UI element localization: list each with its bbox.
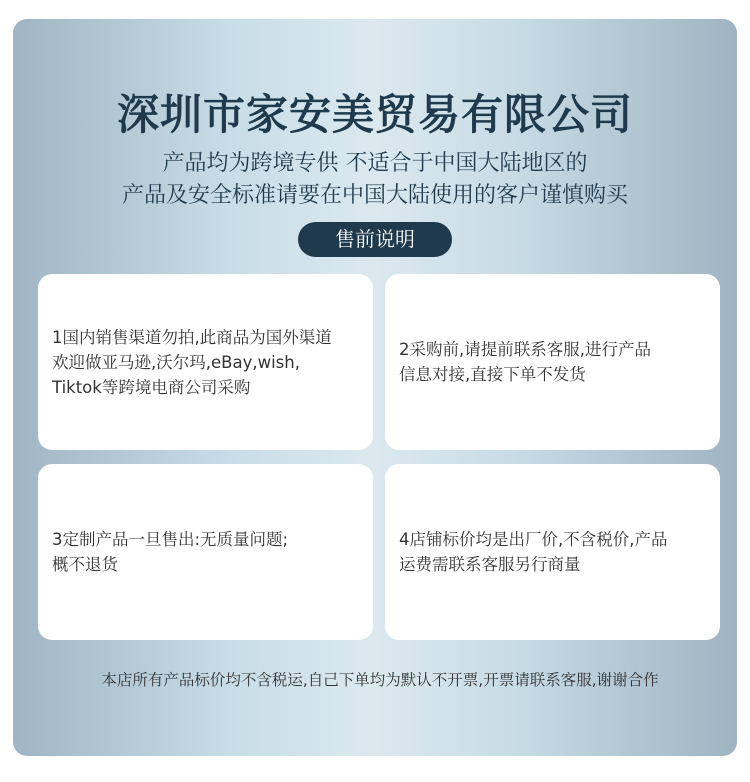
notice-line-1: 产品均为跨境专供 不适合于中国大陆地区的 bbox=[162, 151, 588, 176]
notice-card-4-line-1: 4店铺标价均是出厂价,不含税价,产品 bbox=[399, 530, 668, 549]
notice-card-2-line-2: 信息对接,直接下单不发货 bbox=[399, 365, 586, 384]
notice-card-3-line-1: 3定制产品一旦售出:无质量问题; bbox=[52, 530, 289, 549]
notice-line-2: 产品及安全标准请要在中国大陆使用的客户谨慎购买 bbox=[121, 183, 628, 208]
notice-card-3-text bbox=[52, 527, 288, 577]
notice-card-1-line-1: 1国内销售渠道勿拍,此商品为国外渠道 bbox=[52, 327, 332, 347]
notice-card-2-text bbox=[399, 337, 651, 387]
notice-card-1-line-3: Tiktok等跨境电商公司采购 bbox=[52, 377, 251, 397]
notice-card-4-text bbox=[399, 527, 668, 577]
notice-card-4-line-2: 运费需联系客服另行商量 bbox=[399, 555, 581, 574]
notice-card-3-line-2: 概不退货 bbox=[52, 555, 118, 574]
notice-card-3 bbox=[38, 464, 373, 640]
section-label-badge: 售前说明 bbox=[298, 222, 452, 257]
company-name: 深圳市家安美贸易有限公司 bbox=[116, 90, 633, 139]
notice-card-4 bbox=[385, 464, 720, 640]
notice-card-2-line-1: 2采购前,请提前联系客服,进行产品 bbox=[399, 340, 651, 359]
notice-card-1 bbox=[38, 274, 373, 450]
notice-card-1-line-2: 欢迎做亚马逊,沃尔玛,eBay,wish, bbox=[52, 352, 300, 372]
notice-card-2 bbox=[385, 274, 720, 450]
footer-note: 本店所有产品标价均不含税运,自己下单均为默认不开票,开票请联系客服,谢谢合作 bbox=[101, 671, 659, 689]
notice-card-1-text bbox=[52, 325, 332, 400]
